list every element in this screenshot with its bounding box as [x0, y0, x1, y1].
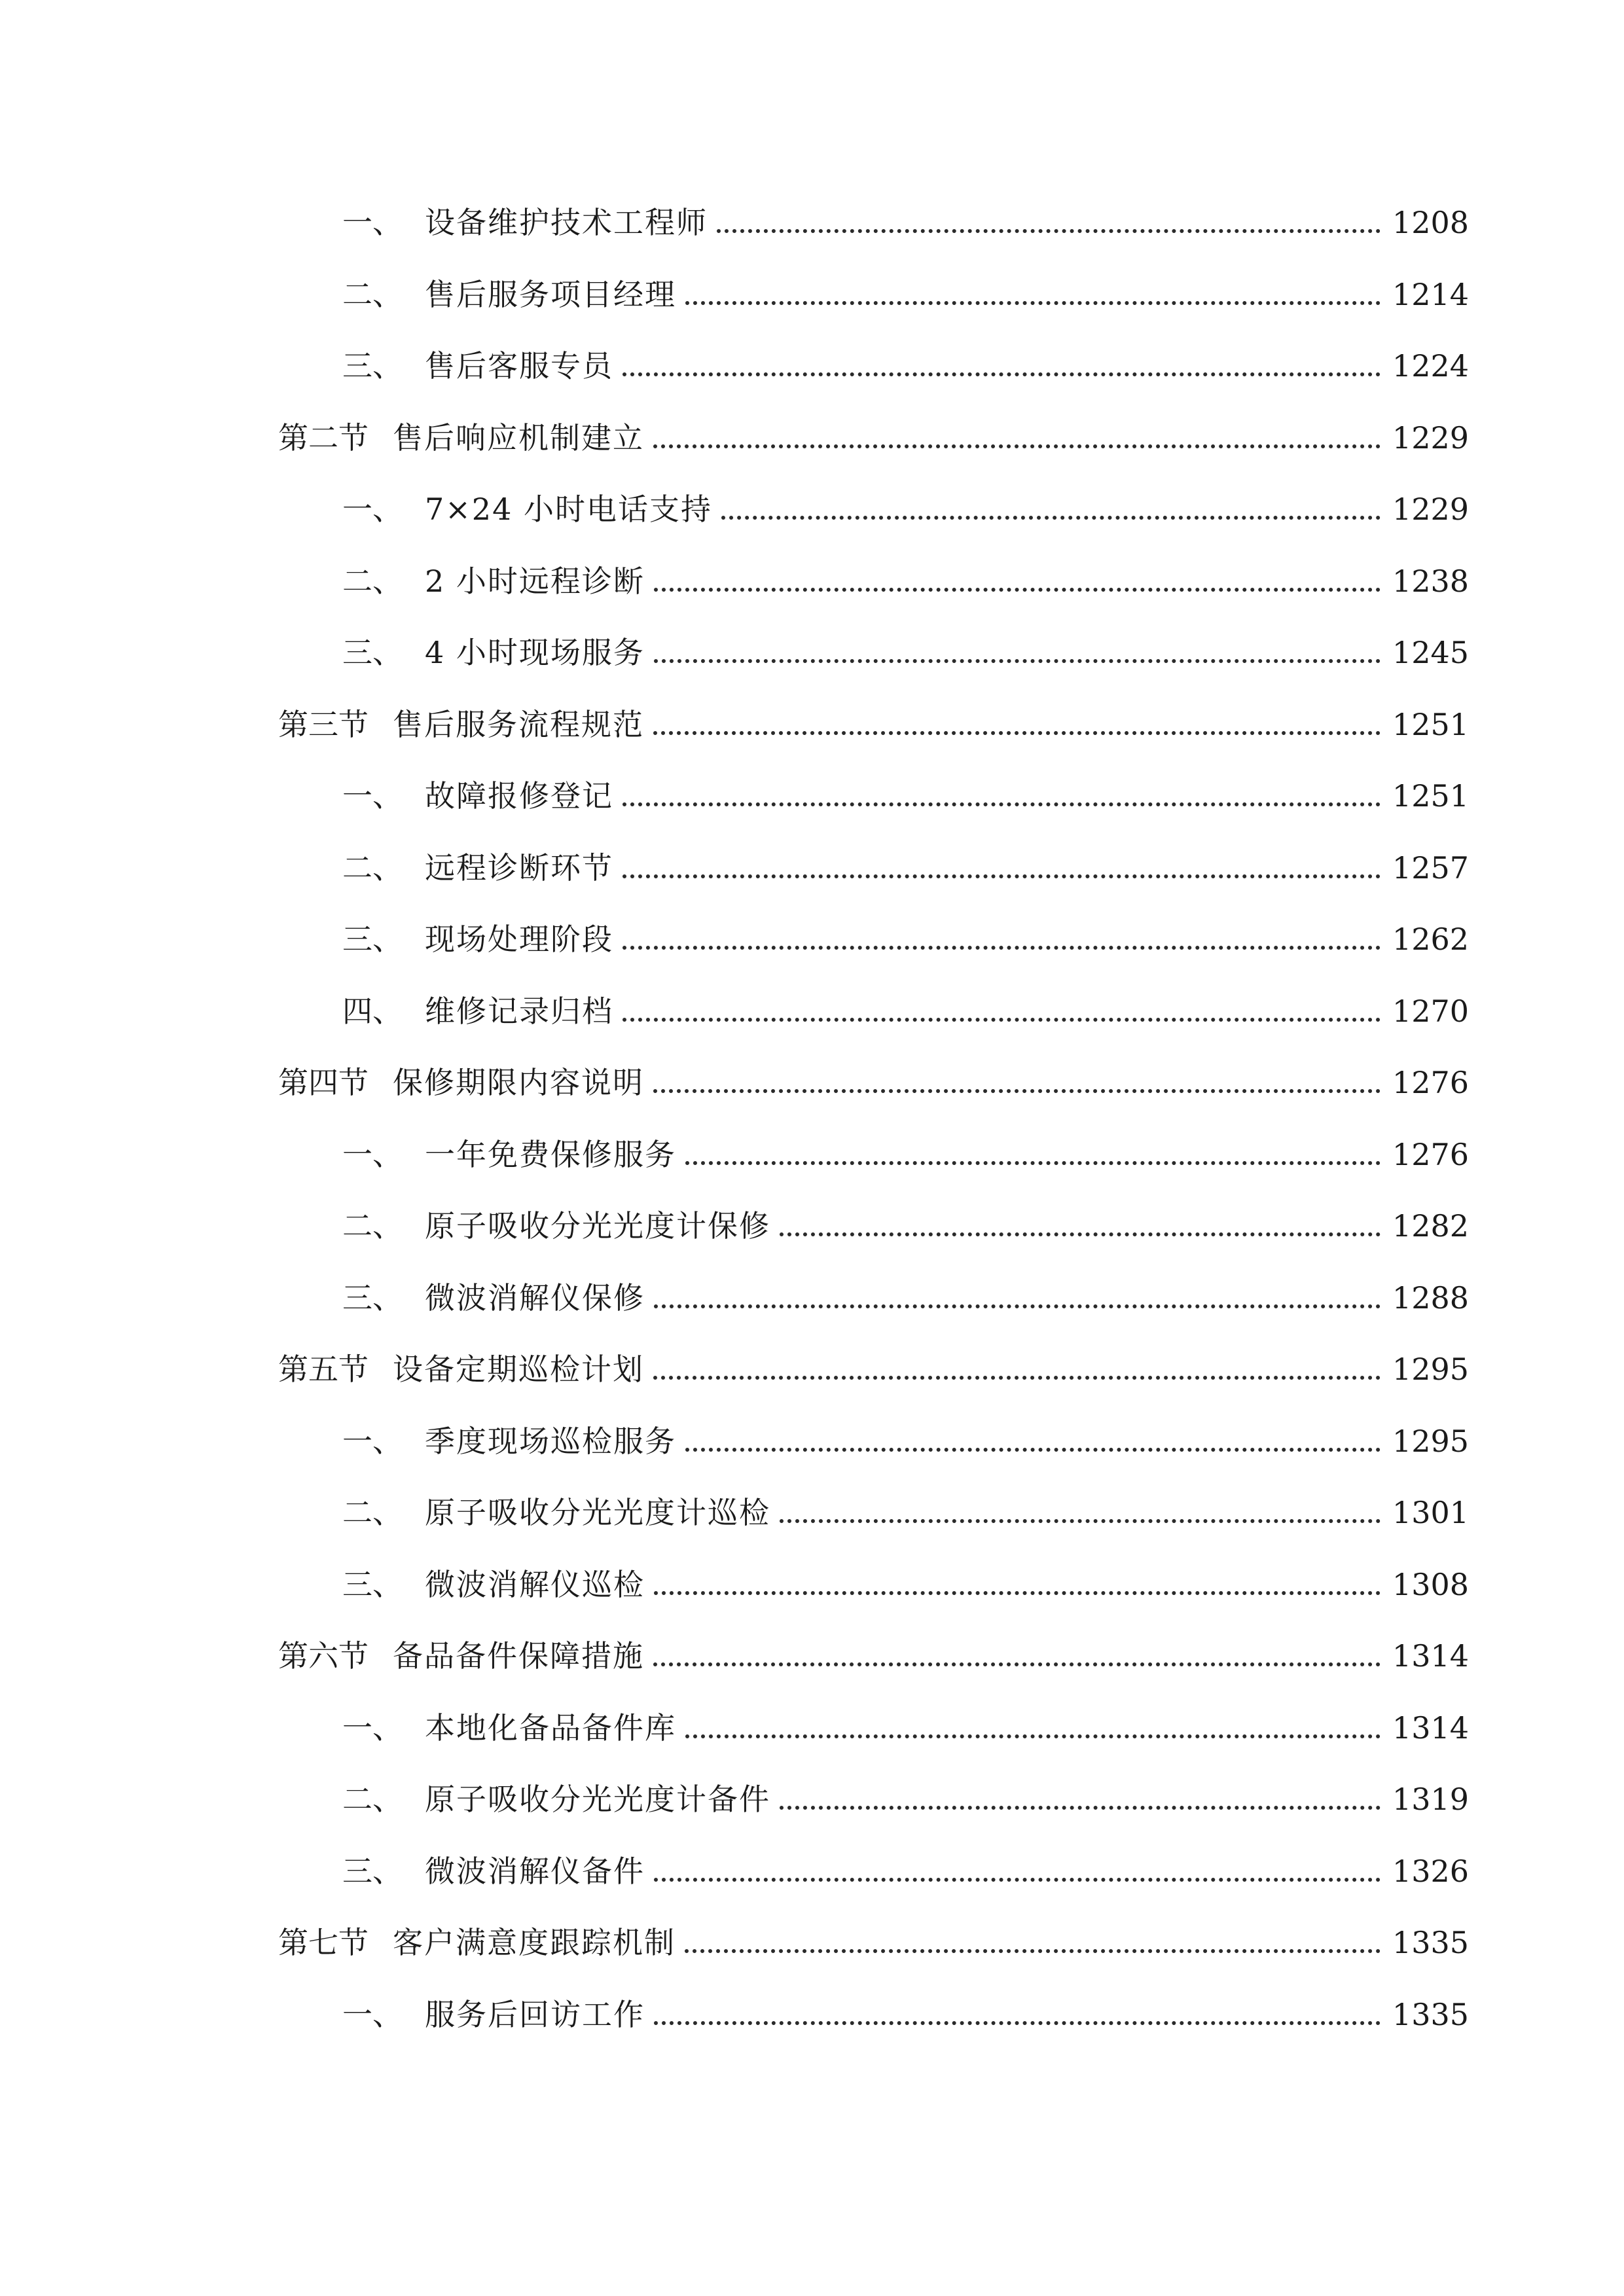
toc-dot-leader: [685, 1448, 1380, 1452]
toc-subsection-entry[interactable]: [0, 1408, 1624, 1480]
toc-entry-number: 一、: [342, 1136, 403, 1172]
toc-entry-title: 季度现场巡检服务: [425, 1423, 676, 1459]
toc-entry-number: 第五节: [278, 1352, 369, 1387]
toc-entry-page-number: 1214: [1392, 276, 1469, 312]
toc-entry-number: 三、: [342, 922, 403, 957]
toc-entry-line: [278, 705, 1469, 744]
toc-entry-line: [342, 490, 1469, 529]
toc-entry-number: 第二节: [278, 420, 369, 456]
toc-entry-page-number: 1224: [1392, 348, 1469, 384]
toc-subsection-entry[interactable]: [0, 190, 1624, 262]
toc-section-entry[interactable]: [0, 1623, 1624, 1695]
toc-entry-title: 设备定期巡检计划: [393, 1352, 644, 1387]
toc-entry-number: 第七节: [278, 1925, 369, 1960]
toc-entry-number: 四、: [342, 993, 403, 1029]
toc-entry-line: [342, 992, 1469, 1031]
toc-entry-number: 一、: [342, 1423, 403, 1459]
toc-entry-line: [278, 1063, 1469, 1102]
toc-subsection-entry[interactable]: [0, 835, 1624, 907]
toc-entry-number: 三、: [342, 1280, 403, 1316]
toc-entry-number: 一、: [342, 778, 403, 814]
toc-subsection-entry[interactable]: [0, 1767, 1624, 1839]
toc-subsection-entry[interactable]: [0, 763, 1624, 835]
toc-dot-leader: [623, 1018, 1380, 1022]
toc-entry-page-number: 1314: [1392, 1710, 1469, 1746]
toc-entry-page-number: 1295: [1392, 1352, 1469, 1387]
toc-entry-line: [342, 562, 1469, 601]
toc-entry-title: 2 小时远程诊断: [425, 563, 645, 599]
toc-entry-number: 二、: [342, 850, 403, 886]
toc-subsection-entry[interactable]: [0, 906, 1624, 978]
toc-entry-title: 售后响应机制建立: [393, 420, 644, 456]
toc-subsection-entry[interactable]: [0, 333, 1624, 405]
toc-entry-line: [342, 1422, 1469, 1461]
toc-entry-number: 二、: [342, 563, 403, 599]
toc-entry-page-number: 1238: [1392, 563, 1469, 599]
toc-entry-number: 一、: [342, 492, 403, 527]
toc-entry-title: 微波消解仪巡检: [425, 1566, 645, 1602]
toc-subsection-entry[interactable]: [0, 262, 1624, 334]
toc-subsection-entry[interactable]: [0, 1982, 1624, 2054]
toc-entry-title: 原子吸收分光光度计巡检: [425, 1495, 770, 1530]
toc-entry-title: 售后服务流程规范: [393, 706, 644, 742]
toc-entry-line: [342, 346, 1469, 386]
toc-subsection-entry[interactable]: [0, 620, 1624, 692]
toc-subsection-entry[interactable]: [0, 1193, 1624, 1265]
toc-section-entry[interactable]: [0, 1050, 1624, 1122]
toc-dot-leader: [623, 372, 1380, 376]
toc-section-entry[interactable]: [0, 692, 1624, 764]
toc-entry-page-number: 1282: [1392, 1208, 1469, 1244]
toc-entry-page-number: 1257: [1392, 850, 1469, 886]
toc-entry-number: 三、: [342, 1566, 403, 1602]
toc-entry-title: 微波消解仪保修: [425, 1280, 645, 1316]
toc-entry-title: 现场处理阶段: [425, 922, 613, 957]
toc-subsection-entry[interactable]: [0, 1695, 1624, 1767]
toc-subsection-entry[interactable]: [0, 1265, 1624, 1337]
toc-entry-number: 二、: [342, 276, 403, 312]
toc-entry-title: 设备维护技术工程师: [425, 205, 708, 240]
toc-entry-title: 原子吸收分光光度计备件: [425, 1782, 770, 1817]
toc-entry-title: 保修期限内容说明: [393, 1065, 644, 1100]
toc-entry-line: [342, 1565, 1469, 1604]
toc-subsection-entry[interactable]: [0, 1839, 1624, 1910]
toc-dot-leader: [780, 1519, 1380, 1523]
toc-dot-leader: [653, 731, 1380, 735]
toc-entry-page-number: 1276: [1392, 1065, 1469, 1100]
toc-entry-number: 第六节: [278, 1638, 369, 1674]
toc-dot-leader: [653, 444, 1380, 448]
toc-entry-number: 第四节: [278, 1065, 369, 1100]
toc-entry-page-number: 1326: [1392, 1853, 1469, 1889]
toc-entry-title: 售后服务项目经理: [425, 276, 676, 312]
toc-dot-leader: [654, 659, 1380, 663]
toc-entry-line: [342, 1206, 1469, 1246]
toc-entry-line: [342, 1852, 1469, 1891]
toc-entry-number: 三、: [342, 635, 403, 670]
toc-dot-leader: [654, 588, 1380, 592]
toc-dot-leader: [653, 1089, 1380, 1093]
toc-dot-leader: [653, 1662, 1380, 1666]
toc-entry-line: [342, 776, 1469, 816]
toc-entry-page-number: 1245: [1392, 635, 1469, 670]
toc-entry-page-number: 1229: [1392, 492, 1469, 527]
toc-entry-page-number: 1276: [1392, 1136, 1469, 1172]
toc-dot-leader: [623, 874, 1380, 878]
toc-section-entry[interactable]: [0, 1910, 1624, 1982]
toc-entry-page-number: 1251: [1392, 706, 1469, 742]
toc-entry-number: 二、: [342, 1208, 403, 1244]
toc-dot-leader: [717, 229, 1380, 233]
toc-entry-title: 7×24 小时电话支持: [425, 492, 712, 527]
toc-entry-title: 远程诊断环节: [425, 850, 613, 886]
toc-entry-page-number: 1335: [1392, 1925, 1469, 1960]
toc-entry-title: 备品备件保障措施: [393, 1638, 644, 1674]
toc-entry-page-number: 1251: [1392, 778, 1469, 814]
toc-dot-leader: [780, 1806, 1380, 1810]
toc-entry-title: 客户满意度跟踪机制: [393, 1925, 676, 1960]
toc-entry-number: 三、: [342, 348, 403, 384]
toc-subsection-entry[interactable]: [0, 1480, 1624, 1552]
toc-entry-number: 一、: [342, 205, 403, 240]
toc-entry-line: [342, 633, 1469, 672]
toc-entry-number: 一、: [342, 1996, 403, 2032]
toc-dot-leader: [685, 301, 1380, 305]
toc-dot-leader: [654, 1878, 1380, 1882]
toc-entry-title: 一年免费保修服务: [425, 1136, 676, 1172]
toc-dot-leader: [654, 1591, 1380, 1595]
toc-entry-page-number: 1301: [1392, 1495, 1469, 1530]
toc-entry-line: [278, 1923, 1469, 1962]
toc-entry-number: 一、: [342, 1710, 403, 1746]
toc-dot-leader: [623, 946, 1380, 950]
toc-entry-page-number: 1270: [1392, 993, 1469, 1029]
toc-entry-page-number: 1319: [1392, 1782, 1469, 1817]
toc-entry-line: [342, 275, 1469, 314]
toc-entry-line: [278, 418, 1469, 457]
toc-entry-number: 二、: [342, 1782, 403, 1817]
toc-dot-leader: [623, 802, 1380, 806]
toc-entry-title: 售后客服专员: [425, 348, 613, 384]
toc-entry-line: [342, 1278, 1469, 1318]
toc-subsection-entry[interactable]: [0, 1552, 1624, 1624]
toc-dot-leader: [685, 1734, 1380, 1738]
toc-subsection-entry[interactable]: [0, 548, 1624, 620]
toc-dot-leader: [780, 1232, 1380, 1236]
table-of-contents: [0, 190, 1624, 2053]
toc-dot-leader: [654, 2021, 1380, 2025]
toc-entry-page-number: 1314: [1392, 1638, 1469, 1674]
toc-entry-title: 微波消解仪备件: [425, 1853, 645, 1889]
toc-entry-title: 本地化备品备件库: [425, 1710, 676, 1746]
toc-entry-page-number: 1308: [1392, 1566, 1469, 1602]
toc-dot-leader: [685, 1949, 1380, 1953]
toc-entry-page-number: 1229: [1392, 420, 1469, 456]
toc-entry-page-number: 1288: [1392, 1280, 1469, 1316]
toc-dot-leader: [653, 1376, 1380, 1380]
toc-entry-line: [342, 1493, 1469, 1532]
toc-entry-number: 第三节: [278, 706, 369, 742]
toc-entry-line: [342, 1135, 1469, 1174]
toc-entry-number: 二、: [342, 1495, 403, 1530]
toc-entry-line: [342, 1780, 1469, 1819]
toc-entry-line: [342, 1995, 1469, 2034]
toc-entry-title: 服务后回访工作: [425, 1996, 645, 2032]
toc-entry-line: [342, 848, 1469, 888]
toc-dot-leader: [721, 516, 1380, 520]
toc-entry-line: [342, 1708, 1469, 1748]
toc-dot-leader: [685, 1161, 1380, 1165]
toc-subsection-entry[interactable]: [0, 978, 1624, 1050]
toc-entry-page-number: 1208: [1392, 205, 1469, 240]
toc-entry-line: [342, 920, 1469, 959]
toc-entry-page-number: 1295: [1392, 1423, 1469, 1459]
toc-entry-page-number: 1262: [1392, 922, 1469, 957]
toc-entry-number: 三、: [342, 1853, 403, 1889]
toc-dot-leader: [654, 1304, 1380, 1308]
toc-entry-line: [278, 1636, 1469, 1676]
toc-entry-title: 4 小时现场服务: [425, 635, 645, 670]
toc-subsection-entry[interactable]: [0, 476, 1624, 548]
toc-section-entry[interactable]: [0, 1336, 1624, 1408]
toc-subsection-entry[interactable]: [0, 1122, 1624, 1194]
toc-entry-title: 维修记录归档: [425, 993, 613, 1029]
toc-entry-page-number: 1335: [1392, 1996, 1469, 2032]
toc-entry-line: [278, 1350, 1469, 1389]
toc-entry-line: [342, 203, 1469, 242]
toc-entry-title: 原子吸收分光光度计保修: [425, 1208, 770, 1244]
toc-entry-title: 故障报修登记: [425, 778, 613, 814]
toc-section-entry[interactable]: [0, 405, 1624, 477]
